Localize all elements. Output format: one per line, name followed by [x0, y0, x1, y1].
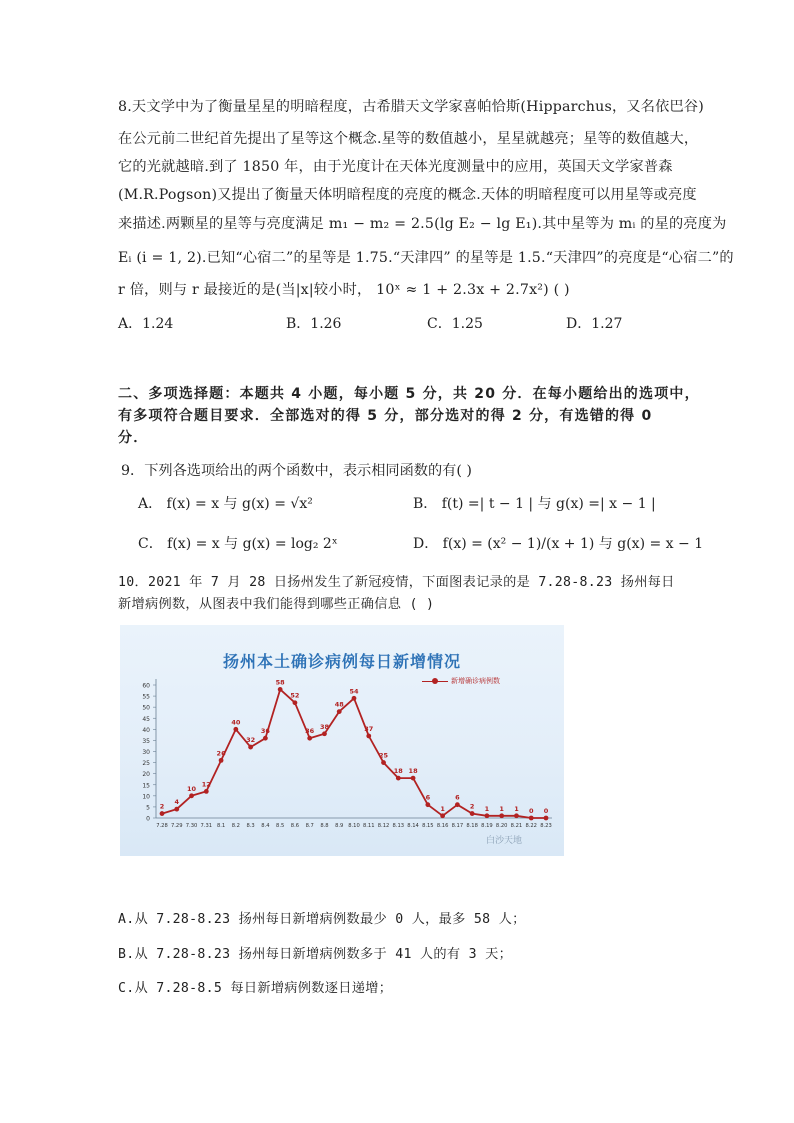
data-point	[322, 731, 327, 736]
x-tick-label: 8.6	[290, 823, 300, 829]
data-point	[455, 802, 460, 807]
data-label: 1	[499, 804, 504, 813]
x-tick-label: 7.31	[200, 823, 213, 829]
daily-cases-chart	[120, 625, 564, 856]
data-label: 54	[349, 687, 359, 696]
data-label: 40	[231, 718, 241, 727]
data-point	[204, 789, 209, 794]
data-point	[425, 802, 430, 807]
data-point	[352, 696, 357, 701]
q8-line-3: 它的光就越暗.到了 1850 年，由于光度计在天体光度测量中的应用，英国天文学家普森	[118, 159, 673, 175]
x-tick-label: 8.15	[422, 823, 434, 829]
section2-line-3: 分．	[118, 430, 149, 446]
section2-line-2: 有多项符合题目要求．全部选对的得 5 分，部分选对的得 2 分，有选错的得 0	[118, 408, 653, 424]
data-label: 58	[275, 678, 285, 687]
y-tick-label: 20	[142, 771, 150, 779]
data-point	[293, 700, 298, 705]
data-point	[411, 776, 416, 781]
x-tick-label: 8.12	[377, 823, 390, 829]
x-tick-label: 8.20	[495, 823, 508, 829]
data-label: 52	[290, 691, 300, 700]
data-label: 1	[514, 804, 519, 813]
x-tick-label: 8.1	[216, 823, 226, 829]
q8-option-c[interactable]: C．1.25	[427, 316, 483, 332]
x-tick-label: 8.16	[436, 823, 449, 829]
y-tick-label: 40	[142, 726, 150, 734]
data-label: 18	[393, 767, 403, 776]
x-tick-label: 8.13	[392, 823, 405, 829]
data-label: 2	[469, 802, 475, 811]
data-point	[337, 709, 342, 714]
data-point	[233, 727, 238, 732]
y-tick-label: 0	[146, 815, 150, 823]
q8-option-b[interactable]: B．1.26	[286, 316, 342, 332]
data-label: 1	[440, 804, 445, 813]
x-tick-label: 8.2	[231, 823, 240, 829]
x-tick-label: 8.4	[261, 823, 270, 829]
q9-option-a[interactable]: A． f(x) = x 与 g(x) = √x²	[138, 496, 313, 512]
data-point	[366, 734, 371, 739]
data-point	[263, 736, 268, 741]
x-tick-label: 8.11	[362, 823, 375, 829]
q10-option-a[interactable]: A.从 7.28-8.23 扬州每日新增病例数最少 0 人，最多 58 人；	[118, 912, 526, 927]
data-label: 48	[334, 700, 344, 709]
data-point	[529, 816, 534, 821]
data-point	[499, 813, 504, 818]
data-label: 36	[260, 727, 270, 736]
data-label: 32	[246, 736, 256, 745]
y-tick-label: 55	[142, 693, 150, 701]
data-label: 1	[484, 804, 490, 813]
y-tick-label: 10	[142, 793, 150, 801]
q8-line-6: Eᵢ (i = 1, 2).已知“心宿二”的星等是 1.75.“天津四” 的星等是 1.5.“天津四”的亮度是“心宿二”的	[118, 250, 734, 266]
x-tick-label: 8.10	[348, 823, 360, 829]
data-label: 0	[543, 807, 549, 815]
data-point	[440, 813, 445, 818]
q10-option-b[interactable]: B.从 7.28-8.23 扬州每日新增病例数多于 41 人的有 3 天；	[118, 947, 513, 962]
data-label: 38	[319, 722, 329, 731]
data-label: 26	[216, 749, 226, 758]
chart-legend	[422, 676, 500, 686]
q8-option-d[interactable]: D．1.27	[566, 316, 623, 332]
data-point	[544, 816, 549, 821]
x-tick-label: 8.7	[305, 823, 314, 829]
q9-option-b[interactable]: B． f(t) =| t − 1 | 与 g(x) =| x − 1 |	[413, 496, 656, 512]
legend-marker-icon	[422, 677, 448, 685]
watermark-text: 白沙天地	[486, 836, 523, 846]
q9-option-c[interactable]: C． f(x) = x 与 g(x) = log₂ 2ˣ	[138, 536, 338, 552]
x-tick-label: 8.21	[510, 823, 523, 829]
legend-label: 新增确诊病例数	[451, 677, 500, 685]
data-point	[219, 758, 224, 763]
data-point	[381, 760, 386, 765]
q8-option-a[interactable]: A．1.24	[118, 316, 174, 332]
y-tick-label: 15	[142, 782, 150, 790]
y-tick-label: 50	[142, 704, 150, 712]
data-label: 2	[159, 802, 165, 811]
data-label: 36	[305, 727, 315, 736]
data-label: 12	[201, 780, 211, 789]
x-tick-label: 8.17	[451, 823, 464, 829]
q9-option-d[interactable]: D． f(x) = (x² − 1)/(x + 1) 与 g(x) = x − 1	[413, 536, 704, 552]
data-label: 0	[528, 807, 534, 815]
data-point	[278, 687, 283, 692]
section2-line-1: 二、多项选择题：本题共 4 小题，每小题 5 分，共 20 分．在每小题给出的选项中，	[118, 386, 700, 402]
q10-line-2: 新增病例数，从图表中我们能得到哪些正确信息 ( )	[118, 597, 435, 612]
q10-line-1: 10．2021 年 7 月 28 日扬州发生了新冠疫情，下面图表记录的是 7.28-8.23 扬州每日	[118, 575, 675, 590]
y-tick-label: 35	[142, 737, 150, 745]
chart-title: 扬州本土确诊病例每日新增情况	[222, 652, 461, 671]
q9-stem: 9．下列各选项给出的两个函数中，表示相同函数的有( )	[121, 463, 472, 479]
q8-line-5: 来描述.两颗星的星等与亮度满足 m₁ − m₂ = 2.5(lg E₂ − lg E₁).其中星等为 mᵢ 的星的亮度为	[118, 216, 727, 232]
data-point	[396, 776, 401, 781]
q10-option-c[interactable]: C.从 7.28-8.5 每日新增病例数逐日递增；	[118, 981, 393, 996]
x-tick-label: 8.3	[246, 823, 255, 829]
y-tick-label: 25	[142, 760, 150, 768]
x-tick-label: 8.19	[481, 823, 493, 829]
data-label: 6	[455, 793, 460, 802]
x-tick-label: 7.28	[156, 823, 168, 829]
data-point	[514, 813, 519, 818]
x-tick-label: 7.30	[185, 823, 198, 829]
data-label: 4	[174, 798, 180, 807]
q8-line-7: r 倍，则与 r 最接近的是(当|x|较小时， 10ˣ ≈ 1 + 2.3x + 2.7x²) ( )	[118, 282, 570, 298]
data-label: 37	[364, 724, 374, 733]
q8-line-4: (M.R.Pogson)又提出了衡量天体明暗程度的亮度的概念.天体的明暗程度可以用星等或亮度	[118, 187, 697, 203]
x-tick-label: 8.5	[276, 823, 285, 829]
data-point	[189, 793, 194, 798]
x-tick-label: 8.18	[466, 823, 478, 829]
y-tick-label: 60	[142, 682, 150, 690]
data-label: 18	[408, 767, 418, 776]
y-tick-label: 5	[146, 804, 150, 812]
x-tick-label: 7.29	[170, 823, 183, 829]
data-label: 6	[425, 793, 431, 802]
x-tick-label: 8.23	[540, 823, 552, 829]
x-tick-label: 8.8	[320, 823, 329, 829]
data-point	[485, 813, 490, 818]
q8-line-2: 在公元前二世纪首先提出了星等这个概念.星等的数值越小，星星就越亮；星等的数值越大，	[118, 131, 699, 147]
q8-line-1: 8.天文学中为了衡量星星的明暗程度，古希腊天文学家喜帕恰斯(Hipparchus，又名依巴谷)	[118, 99, 705, 115]
y-tick-label: 45	[142, 715, 150, 723]
x-tick-label: 8.22	[525, 823, 538, 829]
data-point	[160, 811, 165, 816]
data-point	[174, 807, 179, 812]
data-point	[307, 736, 312, 741]
x-tick-label: 8.9	[335, 823, 344, 829]
data-point	[470, 811, 475, 816]
data-point	[248, 745, 253, 750]
x-tick-label: 8.14	[407, 823, 419, 829]
y-tick-label: 30	[142, 749, 150, 756]
data-label: 25	[379, 751, 389, 760]
data-label: 10	[187, 784, 197, 793]
